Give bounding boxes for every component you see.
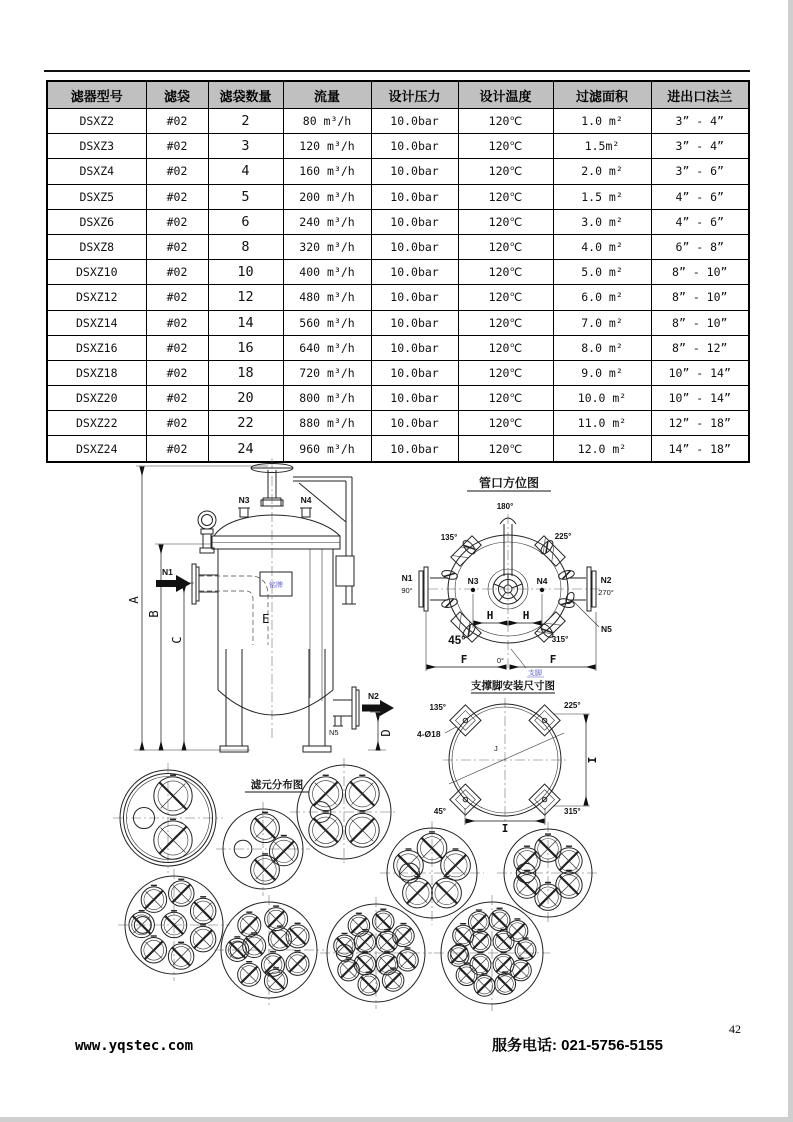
table-cell: 6.0 m² [553, 285, 651, 310]
support-leg-note: 支脚 [528, 670, 542, 677]
orient-n3-label: N3 [467, 576, 479, 586]
table-cell: #02 [146, 109, 208, 134]
table-cell: 160 m³/h [283, 159, 371, 184]
table-cell: 120℃ [458, 184, 553, 209]
table-cell: 9.0 m² [553, 360, 651, 385]
table-cell: 7.0 m² [553, 310, 651, 335]
filter-distribution-circle [214, 895, 324, 1005]
table-cell: 120℃ [458, 285, 553, 310]
bolt-holes-label: 4-Ø18 [417, 729, 441, 739]
table-row [47, 411, 749, 436]
table-cell: 560 m³/h [283, 310, 371, 335]
filter-distribution-circle [113, 763, 223, 873]
orient-n5-label: N5 [601, 624, 612, 634]
table-row [47, 134, 749, 159]
table-cell: 880 m³/h [283, 411, 371, 436]
table-cell: 10.0bar [371, 209, 458, 234]
table-cell: 10.0bar [371, 386, 458, 411]
filter-distribution-circle [434, 895, 550, 1011]
dim-f-right: F [549, 653, 557, 666]
table-cell: DSXZ12 [47, 285, 146, 310]
table-cell: DSXZ14 [47, 310, 146, 335]
table-cell: DSXZ22 [47, 411, 146, 436]
table-cell: #02 [146, 436, 208, 462]
table-cell: 12 [208, 285, 283, 310]
angle-90: 90° [401, 586, 413, 595]
table-cell: 3” - 4” [651, 109, 749, 134]
table-cell: DSXZ5 [47, 184, 146, 209]
table-row [47, 109, 749, 134]
filter-distribution-circle [380, 821, 484, 925]
table-cell: 120℃ [458, 411, 553, 436]
table-cell: DSXZ8 [47, 234, 146, 259]
table-cell: DSXZ20 [47, 386, 146, 411]
angle-180: 180° [496, 502, 514, 511]
table-cell: #02 [146, 209, 208, 234]
table-cell: #02 [146, 285, 208, 310]
table-cell: 3.0 m² [553, 209, 651, 234]
table-cell: DSXZ6 [47, 209, 146, 234]
table-row [47, 310, 749, 335]
spec-table-header-cell: 设计压力 [371, 81, 458, 109]
table-cell: 5.0 m² [553, 260, 651, 285]
distribution-title: 滤元分布图 [250, 779, 304, 791]
table-cell: 10.0bar [371, 159, 458, 184]
table-cell: 120 m³/h [283, 134, 371, 159]
table-cell: 10.0bar [371, 134, 458, 159]
table-cell: 10.0 m² [553, 386, 651, 411]
table-cell: 10.0bar [371, 260, 458, 285]
spec-table-header-cell: 滤器型号 [47, 81, 146, 109]
table-row [47, 260, 749, 285]
table-cell: #02 [146, 360, 208, 385]
table-cell: #02 [146, 386, 208, 411]
filter-distribution-diagram [113, 758, 599, 1011]
spec-table-header-row [47, 81, 749, 109]
table-cell: DSXZ2 [47, 109, 146, 134]
dim-i-right: I [586, 756, 599, 764]
table-cell: 4” - 6” [651, 209, 749, 234]
table-cell: 10.0bar [371, 360, 458, 385]
dim-a-label: A [126, 596, 141, 604]
table-cell: #02 [146, 260, 208, 285]
table-cell: 640 m³/h [283, 335, 371, 360]
table-cell: 10.0bar [371, 184, 458, 209]
vessel-n3-label: N3 [238, 495, 250, 505]
table-cell: 240 m³/h [283, 209, 371, 234]
table-cell: 8” - 10” [651, 310, 749, 335]
dim-f-left: F [460, 653, 468, 666]
filter-distribution-circle [290, 758, 398, 866]
n4-point [540, 588, 544, 592]
table-cell: 10.0bar [371, 335, 458, 360]
n3-point [471, 588, 475, 592]
technical-drawings [70, 450, 720, 1015]
table-cell: 4” - 6” [651, 184, 749, 209]
support-angle-225: 225° [564, 701, 581, 710]
support-angle-315: 315° [564, 807, 581, 816]
table-cell: 3” - 6” [651, 159, 749, 184]
table-cell: #02 [146, 335, 208, 360]
spec-table-header-cell: 滤袋数量 [208, 81, 283, 109]
table-row [47, 209, 749, 234]
dim-d-label: D [378, 729, 393, 737]
table-cell: 8” - 10” [651, 260, 749, 285]
filter-distribution-circle [118, 869, 230, 981]
table-cell: 2 [208, 109, 283, 134]
footer-service-phone: 服务电话: 021-5756-5155 [492, 1037, 663, 1054]
dim-h-left: H [486, 609, 494, 622]
table-cell: 10.0bar [371, 234, 458, 259]
angle-270: 270° [598, 588, 614, 597]
support-foot-diagram [417, 679, 599, 835]
table-cell: 1.5m² [553, 134, 651, 159]
table-cell: 12” - 18” [651, 411, 749, 436]
table-cell: 8 [208, 234, 283, 259]
table-cell: 8.0 m² [553, 335, 651, 360]
table-cell: 1.0 m² [553, 109, 651, 134]
table-row [47, 159, 749, 184]
angle-45: 45° [448, 635, 466, 647]
table-cell: #02 [146, 159, 208, 184]
table-cell: 11.0 m² [553, 411, 651, 436]
table-cell: 120℃ [458, 260, 553, 285]
table-cell: DSXZ3 [47, 134, 146, 159]
table-row [47, 234, 749, 259]
spec-table-header-cell: 设计温度 [458, 81, 553, 109]
table-row [47, 184, 749, 209]
filter-distribution-circle [320, 897, 432, 1009]
table-cell: 80 m³/h [283, 109, 371, 134]
table-cell: 120℃ [458, 436, 553, 462]
table-cell: 120℃ [458, 159, 553, 184]
spec-table-header-cell: 过滤面积 [553, 81, 651, 109]
table-cell: 22 [208, 411, 283, 436]
table-cell: 120℃ [458, 209, 553, 234]
orient-n2-label: N2 [600, 575, 612, 585]
table-cell: 10.0bar [371, 109, 458, 134]
spec-table-header-cell: 滤袋 [146, 81, 208, 109]
table-cell: DSXZ4 [47, 159, 146, 184]
table-cell: 120℃ [458, 360, 553, 385]
vessel-front-view [126, 458, 394, 752]
table-cell: 8” - 10” [651, 285, 749, 310]
table-cell: 120℃ [458, 234, 553, 259]
angle-315: 315° [551, 635, 569, 644]
dim-i-bottom: I [501, 822, 509, 835]
table-cell: 2.0 m² [553, 159, 651, 184]
table-cell: 16 [208, 335, 283, 360]
nameplate-label: 铭牌 [269, 582, 283, 589]
dim-c-label: C [169, 636, 184, 644]
table-cell: 480 m³/h [283, 285, 371, 310]
table-cell: 10.0bar [371, 436, 458, 462]
dim-h-right: H [522, 609, 530, 622]
table-cell: 800 m³/h [283, 386, 371, 411]
table-cell: 1.5 m² [553, 184, 651, 209]
dim-e-label: E [262, 611, 270, 626]
table-cell: #02 [146, 184, 208, 209]
table-cell: 14” - 18” [651, 436, 749, 462]
table-cell: 120℃ [458, 310, 553, 335]
table-cell: #02 [146, 310, 208, 335]
table-cell: 5 [208, 184, 283, 209]
table-cell: DSXZ18 [47, 360, 146, 385]
table-cell: 8” - 12” [651, 335, 749, 360]
table-cell: 3 [208, 134, 283, 159]
table-cell: #02 [146, 234, 208, 259]
table-row [47, 386, 749, 411]
table-cell: 10.0bar [371, 411, 458, 436]
table-cell: 200 m³/h [283, 184, 371, 209]
table-cell: 120℃ [458, 386, 553, 411]
table-cell: 12.0 m² [553, 436, 651, 462]
rim-nozzle-mark [558, 569, 576, 581]
dim-j-label: J [494, 744, 498, 753]
spec-table-header-cell: 流量 [283, 81, 371, 109]
orient-n4-label: N4 [536, 576, 548, 586]
table-cell: #02 [146, 411, 208, 436]
table-cell: 10” - 14” [651, 386, 749, 411]
table-cell: 6” - 8” [651, 234, 749, 259]
vessel-n2-label: N2 [368, 691, 379, 701]
table-cell: 10.0bar [371, 310, 458, 335]
filter-distribution-circle [216, 802, 310, 896]
table-cell: 4.0 m² [553, 234, 651, 259]
table-cell: 10 [208, 260, 283, 285]
footer-website: www.yqstec.com [75, 1038, 194, 1054]
orientation-title: 管口方位图 [478, 476, 540, 490]
header-rule [44, 70, 750, 72]
vessel-n1-label: N1 [162, 567, 173, 577]
support-angle-135: 135° [429, 703, 446, 712]
table-cell: 120℃ [458, 134, 553, 159]
table-cell: 120℃ [458, 335, 553, 360]
angle-225: 225° [554, 532, 572, 541]
table-cell: #02 [146, 134, 208, 159]
table-row [47, 360, 749, 385]
support-title: 支撑脚安装尺寸图 [471, 680, 555, 692]
table-cell: 720 m³/h [283, 360, 371, 385]
spec-table [46, 80, 750, 463]
table-cell: 320 m³/h [283, 234, 371, 259]
rim-nozzle-mark [441, 597, 459, 609]
table-cell: 4 [208, 159, 283, 184]
orient-n1-label: N1 [401, 573, 413, 583]
table-cell: 6 [208, 209, 283, 234]
page-number: 42 [729, 1022, 741, 1036]
table-cell: 18 [208, 360, 283, 385]
table-cell: 10” - 14” [651, 360, 749, 385]
vessel-n5-label: N5 [329, 728, 339, 737]
table-cell: 120℃ [458, 109, 553, 134]
table-cell: 400 m³/h [283, 260, 371, 285]
angle-135: 135° [440, 533, 458, 542]
rim-nozzle-mark [441, 569, 459, 581]
table-cell: DSXZ24 [47, 436, 146, 462]
vessel-n4-label: N4 [300, 495, 312, 505]
spec-table-header-cell: 进出口法兰 [651, 81, 749, 109]
support-angle-45: 45° [433, 807, 446, 816]
table-cell: 14 [208, 310, 283, 335]
table-cell: DSXZ10 [47, 260, 146, 285]
table-cell: 960 m³/h [283, 436, 371, 462]
table-cell: 20 [208, 386, 283, 411]
table-cell: 24 [208, 436, 283, 462]
dim-b-label: B [146, 610, 161, 618]
filter-distribution-circle [497, 822, 599, 924]
table-cell: 10.0bar [371, 285, 458, 310]
table-row [47, 285, 749, 310]
table-cell: 3” - 4” [651, 134, 749, 159]
angle-0: 0° [496, 656, 504, 665]
table-cell: DSXZ16 [47, 335, 146, 360]
table-row [47, 335, 749, 360]
nozzle-orientation-diagram [401, 475, 613, 677]
